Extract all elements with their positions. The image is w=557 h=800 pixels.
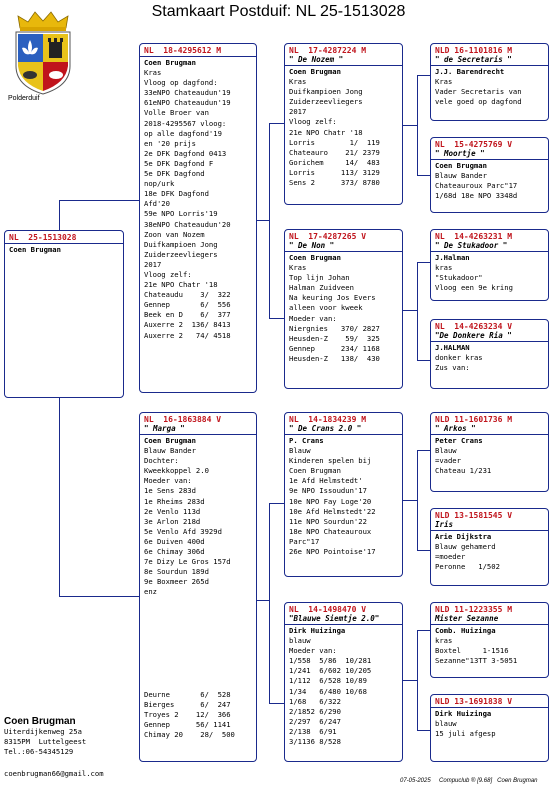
detail-line: 6e Chimay 306d bbox=[144, 547, 205, 557]
detail-line: 38eNPO Chateaudun'20 bbox=[144, 219, 231, 229]
detail-line: Vader Secretaris van bbox=[435, 87, 522, 97]
ring-number: NL 14-4263231 M bbox=[435, 232, 513, 241]
detail-line: Vloog op dagfond: bbox=[144, 78, 218, 88]
pigeon-name: " Moortje " bbox=[435, 149, 485, 158]
connector bbox=[59, 200, 60, 230]
detail-line: 1/558 5/86 10/281 bbox=[289, 656, 372, 666]
detail-line: Vloog zelf: bbox=[289, 117, 337, 127]
detail-line: Zuiderzeevliegers bbox=[144, 249, 218, 259]
pigeon-name: " Marga " bbox=[144, 424, 185, 433]
connector bbox=[417, 630, 418, 730]
ring-number: NL 17-4287265 V bbox=[289, 232, 367, 241]
ring-number: NL 17-4287224 M bbox=[289, 46, 367, 55]
pigeon-card-mf[interactable] bbox=[284, 412, 403, 577]
detail-line: Blauw Bander bbox=[144, 446, 196, 456]
detail-line: =vader bbox=[435, 456, 461, 466]
detail-line: 18e NPO Chateauroux bbox=[289, 526, 372, 536]
detail-line: 8e Sourdun 189d bbox=[144, 567, 209, 577]
detail-line: 10e NPO Fay Loge'20 bbox=[289, 496, 372, 506]
detail-line: 2e Venlo 113d bbox=[144, 506, 201, 516]
connector bbox=[59, 398, 60, 596]
detail-line: Peter Crans bbox=[435, 436, 483, 445]
connector bbox=[59, 200, 139, 201]
connector bbox=[417, 550, 430, 551]
connector bbox=[403, 500, 417, 501]
detail-line: 9e Boxmeer 265d bbox=[144, 577, 209, 587]
detail-line: Lorris 113/ 3129 bbox=[289, 167, 380, 177]
detail-line: Chimay 20 28/ 500 bbox=[144, 730, 235, 740]
detail-line: Dochter: bbox=[144, 456, 179, 466]
pigeon-details bbox=[431, 66, 548, 108]
detail-line: 3e Arlon 218d bbox=[144, 516, 201, 526]
detail-line: Coen Brugman bbox=[435, 161, 487, 170]
detail-line: Heusden-Z 59/ 325 bbox=[289, 333, 380, 343]
ring-number: NL 15-4275769 V bbox=[435, 140, 513, 149]
detail-line: 61eNPO Chateaudun'19 bbox=[144, 98, 231, 108]
detail-line: 1e Rheims 283d bbox=[144, 496, 205, 506]
pigeon-card-mother[interactable] bbox=[139, 412, 257, 762]
pigeon-details bbox=[431, 435, 548, 477]
detail-line: Blauw bbox=[435, 446, 457, 456]
pigeon-card-mfm[interactable] bbox=[430, 508, 549, 586]
connector bbox=[417, 262, 418, 360]
detail-line: "Stukadoor" bbox=[435, 273, 483, 283]
detail-line: 21e NPO Chatr '18 bbox=[289, 127, 363, 137]
detail-line: 1e Sens 283d bbox=[144, 486, 196, 496]
detail-line: op alle dagfond'19 bbox=[144, 128, 222, 138]
connector bbox=[269, 318, 284, 319]
detail-line: 1/112 6/528 10/89 bbox=[289, 676, 367, 686]
detail-line: Zus van: bbox=[435, 363, 470, 373]
pigeon-name: " Arkos " bbox=[435, 424, 476, 433]
detail-line: en '20 prijs bbox=[144, 138, 196, 148]
detail-line: Peronne 1/502 bbox=[435, 562, 500, 572]
pigeon-results bbox=[140, 689, 239, 741]
detail-line: 18e DFK Dagfond bbox=[144, 189, 209, 199]
detail-line: Chateau 1/231 bbox=[435, 466, 492, 476]
connector bbox=[417, 75, 418, 175]
logo-label: Polderduif bbox=[8, 95, 40, 102]
detail-line: 2017 bbox=[144, 259, 162, 269]
pigeon-details bbox=[285, 252, 402, 365]
connector bbox=[417, 175, 430, 176]
breeder-address-line: Uiterdijkenweg 25a bbox=[4, 727, 82, 736]
page-title: Stamkaart Postduif: NL 25-1513028 bbox=[151, 3, 406, 20]
pigeon-card-father[interactable] bbox=[139, 43, 257, 393]
connector bbox=[417, 450, 418, 550]
pigeon-details bbox=[431, 342, 548, 374]
detail-line: 5e DFK Dagfond bbox=[144, 169, 205, 179]
detail-line: Gennep 56/ 1141 bbox=[144, 720, 231, 730]
detail-line: Halman Zuidveen bbox=[289, 283, 354, 293]
detail-line: Lorris 1/ 119 bbox=[289, 137, 380, 147]
pigeon-card-subject[interactable] bbox=[4, 230, 124, 398]
detail-line: vele goed op dagfond bbox=[435, 97, 522, 107]
detail-line: Duifkampioen Jong bbox=[144, 239, 218, 249]
connector bbox=[417, 730, 430, 731]
pigeon-card-ffm[interactable] bbox=[430, 137, 549, 213]
pigeon-details bbox=[140, 57, 256, 342]
ring-number: NLD 11-1223355 M bbox=[435, 605, 513, 614]
detail-line: Vloog een 9e kring bbox=[435, 283, 513, 293]
pigeon-name: " De Crans 2.0 " bbox=[289, 424, 362, 433]
ring-number: NLD 13-1581545 V bbox=[435, 511, 513, 520]
detail-line: 2/297 6/247 bbox=[289, 716, 341, 726]
detail-line: Auxerre 2 136/ 8413 bbox=[144, 320, 231, 330]
ring-number: NL 25-1513028 bbox=[9, 233, 77, 242]
pigeon-name: " de Secretaris " bbox=[435, 55, 512, 64]
detail-line: donker kras bbox=[435, 353, 483, 363]
pigeon-card-mmm[interactable] bbox=[430, 694, 549, 762]
detail-line: Blauw gehamerd bbox=[435, 542, 496, 552]
pigeon-name: Mister Sezanne bbox=[435, 614, 499, 623]
detail-line: 59e NPO Lorris'19 bbox=[144, 209, 218, 219]
detail-line: Volle Broer van bbox=[144, 108, 209, 118]
detail-line: Coen Brugman bbox=[289, 466, 341, 476]
detail-line: 5e DFK Dagfond F bbox=[144, 158, 214, 168]
pigeon-details bbox=[431, 160, 548, 202]
connector bbox=[417, 450, 430, 451]
detail-line: Parc"17 bbox=[289, 536, 320, 546]
connector bbox=[403, 125, 417, 126]
detail-line: 21e NPO Chatr '18 bbox=[144, 280, 218, 290]
pigeon-card-fmf[interactable] bbox=[430, 229, 549, 301]
detail-line: Moeder van: bbox=[289, 313, 337, 323]
connector bbox=[417, 262, 430, 263]
detail-line: 6e Duiven 400d bbox=[144, 536, 205, 546]
detail-line: 2017 bbox=[289, 107, 307, 117]
detail-line: Niergnies 370/ 2827 bbox=[289, 323, 380, 333]
ring-number: NL 14-1498470 V bbox=[289, 605, 367, 614]
detail-line: 26e NPO Pointoise'17 bbox=[289, 547, 376, 557]
detail-line: Zuiderzeevliegers bbox=[289, 97, 363, 107]
pigeon-details bbox=[431, 531, 548, 573]
pigeon-card-ff[interactable] bbox=[284, 43, 403, 205]
detail-line: Deurne 6/ 528 bbox=[144, 690, 231, 699]
pigeon-card-fm[interactable] bbox=[284, 229, 403, 389]
pigeon-card-mff[interactable] bbox=[430, 412, 549, 492]
detail-line: Chateauroux Parc"17 bbox=[435, 181, 518, 191]
pigeon-card-mm[interactable] bbox=[284, 602, 403, 762]
detail-line: Na keuring Jos Evers bbox=[289, 293, 376, 303]
connector bbox=[417, 360, 430, 361]
pigeon-card-fmm[interactable] bbox=[430, 319, 549, 389]
pigeon-details bbox=[431, 708, 548, 740]
detail-line: Moeder van: bbox=[289, 646, 337, 656]
detail-line: Zoon van Nozem bbox=[144, 229, 205, 239]
detail-line: Auxerre 2 74/ 4518 bbox=[144, 330, 231, 340]
pigeon-name: " De Nozem " bbox=[289, 55, 344, 64]
connector bbox=[403, 310, 417, 311]
detail-line: 10e Afd Helmstedt'22 bbox=[289, 506, 376, 516]
detail-line: Arie Dijkstra bbox=[435, 532, 492, 541]
detail-line: 1/241 6/602 10/205 bbox=[289, 666, 372, 676]
detail-line: Coen Brugman bbox=[144, 436, 196, 445]
detail-line: Sezanne"13TT 3-5051 bbox=[435, 656, 518, 666]
connector bbox=[269, 703, 284, 704]
detail-line: 7e Dizy Le Gros 157d bbox=[144, 557, 231, 567]
detail-line: Afd'20 bbox=[144, 199, 170, 209]
detail-line: 11e NPO Sourdun'22 bbox=[289, 516, 367, 526]
pigeon-details bbox=[140, 435, 256, 599]
detail-line: Dirk Huizinga bbox=[435, 709, 492, 718]
detail-line: 2e DFK Dagfond 0413 bbox=[144, 148, 227, 158]
connector bbox=[269, 123, 270, 318]
detail-line: Bierges 6/ 247 bbox=[144, 700, 231, 710]
breeder-email[interactable]: coenbrugman66@gmail.com bbox=[4, 769, 104, 778]
detail-line: 2/138 6/91 bbox=[289, 726, 337, 736]
connector bbox=[269, 123, 284, 124]
ring-number: NL 14-1834239 M bbox=[289, 415, 367, 424]
detail-line: Moeder van: bbox=[144, 476, 192, 486]
detail-line: Kras bbox=[289, 77, 307, 87]
breeder-name: Coen Brugman bbox=[4, 716, 76, 727]
detail-line: kras bbox=[435, 636, 453, 646]
detail-line: Boxtel 1-1516 bbox=[435, 646, 509, 656]
breeder-info bbox=[4, 716, 86, 757]
detail-line: =moeder bbox=[435, 552, 466, 562]
ring-number: NL 16-1863884 V bbox=[144, 415, 222, 424]
detail-line: Kinderen spelen bij bbox=[289, 456, 372, 466]
detail-line: Kras bbox=[289, 263, 307, 273]
detail-line: Comb. Huizinga bbox=[435, 626, 496, 635]
pigeon-name: " De Non " bbox=[289, 241, 335, 250]
connector bbox=[403, 680, 417, 681]
detail-line: Gorichem 14/ 483 bbox=[289, 157, 380, 167]
detail-line: 1/34 6/480 10/68 bbox=[289, 686, 367, 696]
connector bbox=[269, 503, 270, 703]
detail-line: J.Halman bbox=[435, 253, 470, 262]
breeder-phone: Tel.:06-54345129 bbox=[4, 747, 74, 756]
detail-line: 2018-4295567 vloog: bbox=[144, 118, 227, 128]
pigeon-details bbox=[285, 435, 402, 558]
detail-line: Sens 2 373/ 8780 bbox=[289, 178, 380, 188]
ring-number: NLD 16-1101816 M bbox=[435, 46, 513, 55]
detail-line: 3/1136 8/528 bbox=[289, 737, 341, 747]
detail-line: Chateaudu 3/ 322 bbox=[144, 290, 231, 300]
detail-line: Kweekkoppel 2.0 bbox=[144, 466, 209, 476]
detail-line: 9e NPO Issoudun'17 bbox=[289, 486, 367, 496]
breeder-address-line: 8315PM Luttelgeest bbox=[4, 737, 87, 746]
detail-line: 1/68d 18e NPO 3348d bbox=[435, 191, 518, 201]
ring-number: NL 14-4263234 V bbox=[435, 322, 513, 331]
pigeon-name: "Blauwe Siemtje 2.0" bbox=[289, 614, 380, 623]
detail-line: 33eNPO Chateaudun'19 bbox=[144, 88, 231, 98]
detail-line: Kras bbox=[144, 68, 162, 78]
pigeon-name: "De Donkere Ria " bbox=[435, 331, 512, 340]
detail-line: Chateauro 21/ 2379 bbox=[289, 147, 380, 157]
detail-line: enz bbox=[144, 587, 157, 597]
pigeon-card-fff[interactable] bbox=[430, 43, 549, 121]
detail-line: Top lijn Johan bbox=[289, 273, 350, 283]
detail-line: 15 juli afgesp bbox=[435, 729, 496, 739]
detail-line: Beek en D 6/ 377 bbox=[144, 310, 231, 320]
detail-line: J.J. Barendrecht bbox=[435, 67, 505, 76]
connector bbox=[59, 596, 139, 597]
detail-line: Blauw Bander bbox=[435, 171, 487, 181]
detail-line: alleen voor kweek bbox=[289, 303, 363, 313]
pigeon-details bbox=[285, 66, 402, 189]
pigeon-details bbox=[5, 244, 123, 256]
pigeon-details bbox=[285, 625, 402, 748]
connector bbox=[257, 220, 269, 221]
detail-line: Duifkampioen Jong bbox=[289, 87, 363, 97]
detail-line: Blauw bbox=[289, 446, 311, 456]
footer-credit: 07-05-2025 Compuclub ® [9.68] Coen Brugman bbox=[400, 778, 538, 784]
detail-line: Heusden-Z 138/ 430 bbox=[289, 353, 380, 363]
pigeon-details bbox=[431, 252, 548, 294]
detail-line: blauw bbox=[289, 636, 311, 646]
detail-line: Kras bbox=[435, 77, 453, 87]
detail-line: 1/68 6/322 bbox=[289, 696, 341, 706]
detail-line: 1e Afd Helmstedt' bbox=[289, 476, 363, 486]
ring-number: NLD 13-1691838 V bbox=[435, 697, 513, 706]
ring-number: NL 18-4295612 M bbox=[144, 46, 222, 55]
crowned-shield-logo-icon bbox=[8, 10, 78, 95]
detail-line: Coen Brugman bbox=[144, 58, 196, 67]
detail-line: 5e Venlo Afd 3929d bbox=[144, 526, 222, 536]
detail-line: J.HALMAN bbox=[435, 343, 470, 352]
detail-line: kras bbox=[435, 263, 453, 273]
detail-line: Coen Brugman bbox=[289, 67, 341, 76]
detail-line: Dirk Huizinga bbox=[289, 626, 346, 635]
ring-number: NLD 11-1601736 M bbox=[435, 415, 513, 424]
detail-line: Troyes 2 12/ 366 bbox=[144, 710, 231, 720]
pigeon-details bbox=[431, 625, 548, 667]
connector bbox=[257, 600, 269, 601]
detail-line: Coen Brugman bbox=[9, 245, 61, 254]
detail-line: blauw bbox=[435, 719, 457, 729]
connector bbox=[417, 75, 430, 76]
detail-line: P. Crans bbox=[289, 436, 324, 445]
detail-line: Gennep 234/ 1168 bbox=[289, 343, 380, 353]
pigeon-name: Iris bbox=[435, 520, 454, 529]
pigeon-card-mmf[interactable] bbox=[430, 602, 549, 678]
detail-line: 2/1852 6/290 bbox=[289, 706, 341, 716]
pigeon-name: " De Stukadoor " bbox=[435, 241, 508, 250]
detail-line: Coen Brugman bbox=[289, 253, 341, 262]
detail-line: Vloog zelf: bbox=[144, 269, 192, 279]
detail-line: Gennep 6/ 556 bbox=[144, 300, 231, 310]
connector bbox=[269, 503, 284, 504]
detail-line: nop/urk bbox=[144, 179, 175, 189]
connector bbox=[417, 630, 430, 631]
